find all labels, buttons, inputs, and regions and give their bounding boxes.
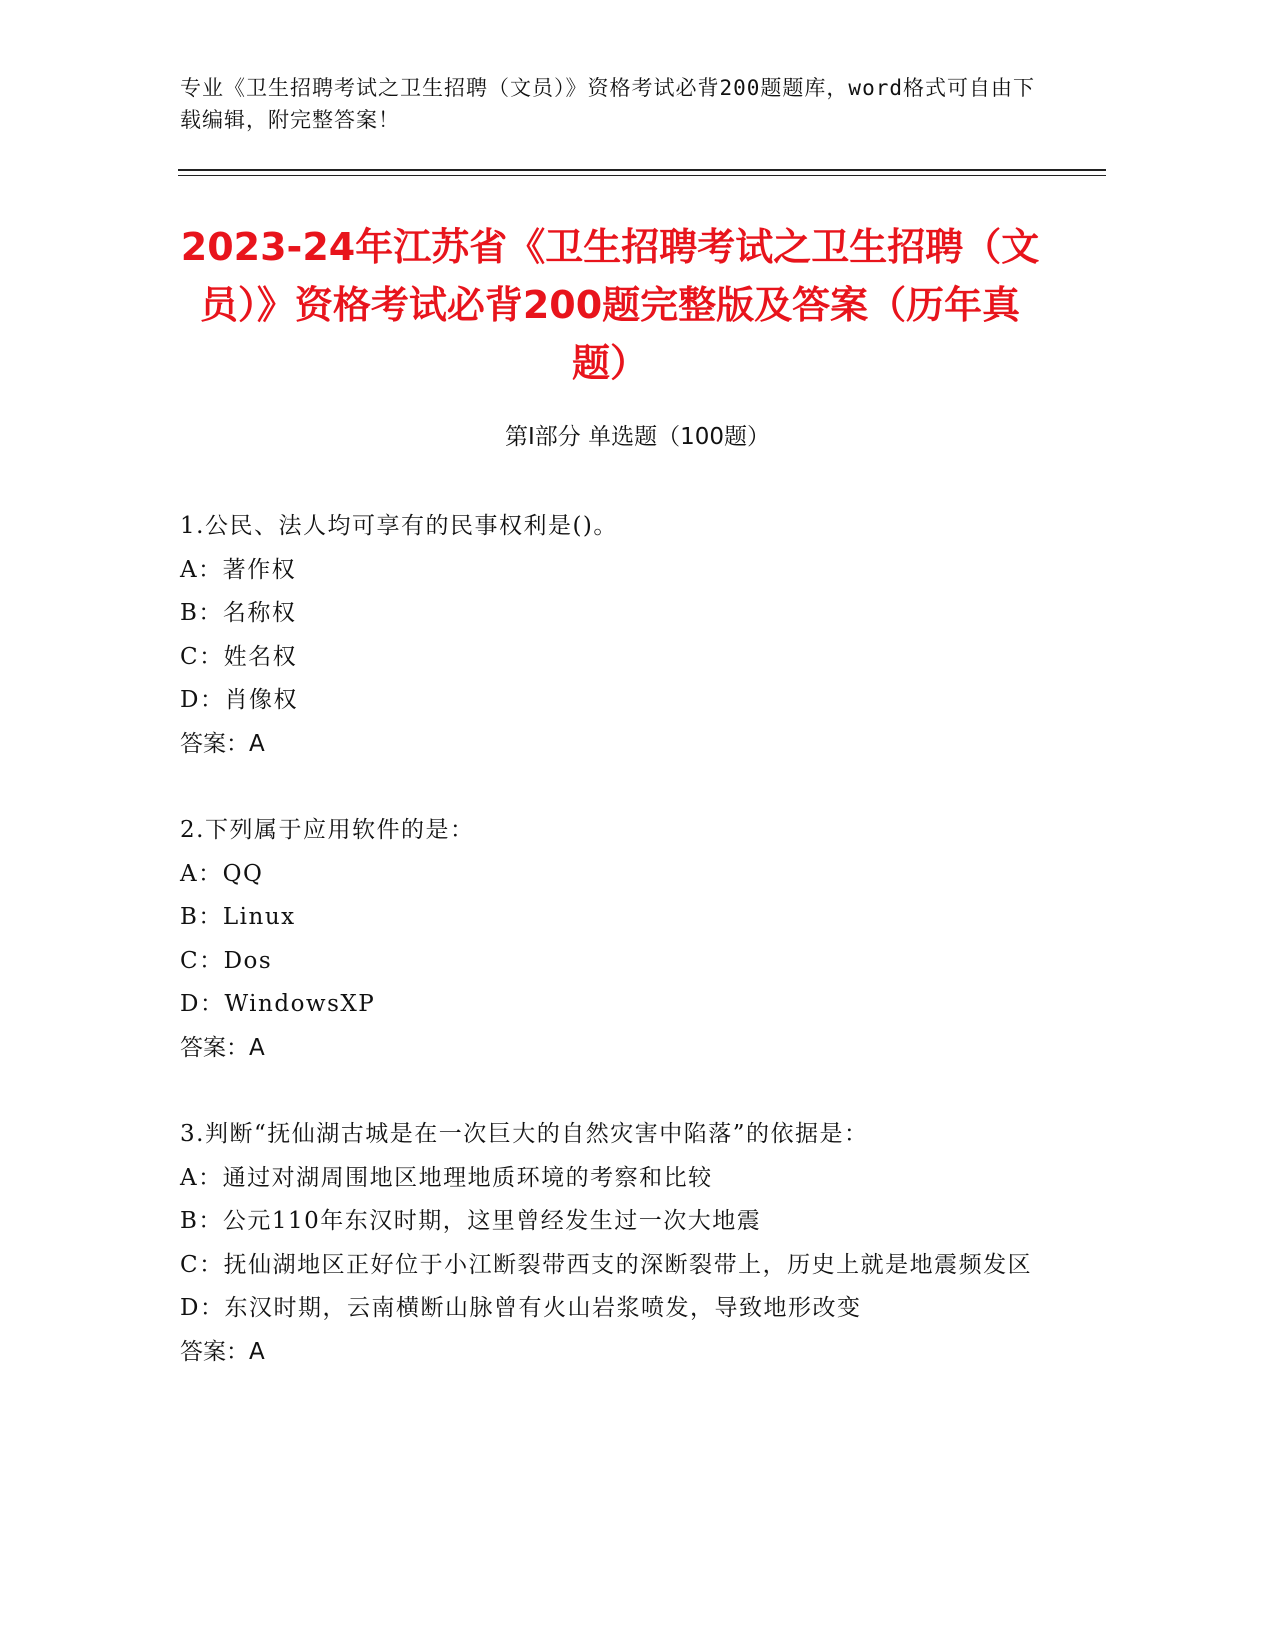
question-2 <box>180 809 1040 1070</box>
header-note: 专业《卫生招聘考试之卫生招聘（文员）》资格考试必背200题题库，word格式可自由下载编辑，附完整答案！ <box>180 76 1035 132</box>
question-stem: 2.下列属于应用软件的是： <box>180 817 475 843</box>
question-1 <box>180 505 1040 766</box>
option-a: A：著作权 <box>180 556 297 583</box>
option-c: C：姓名权 <box>180 643 298 670</box>
option-d: D：肖像权 <box>180 687 298 713</box>
option-c: C：抚仙湖地区正好位于小江断裂带西支的深断裂带上，历史上就是地震频发区 <box>180 1251 1033 1278</box>
option-b: B：Linux <box>180 904 296 930</box>
question-stem: 3.判断“抚仙湖古城是在一次巨大的自然灾害中陷落”的依据是： <box>180 1121 869 1147</box>
option-c: C：Dos <box>180 947 273 974</box>
header-rule-thick <box>178 169 1106 171</box>
answer-line: 答案：A <box>180 1338 265 1365</box>
section-heading: 第I部分 单选题（100题） <box>505 424 770 450</box>
option-b: B：名称权 <box>180 600 297 626</box>
option-b: B：公元110年东汉时期，这里曾经发生过一次大地震 <box>180 1208 762 1234</box>
option-a: A：QQ <box>180 860 264 887</box>
question-stem: 1.公民、法人均可享有的民事权利是()。 <box>180 513 618 539</box>
option-a: A：通过对湖周围地区地理地质环境的考察和比较 <box>180 1164 713 1191</box>
question-3 <box>180 1113 1040 1374</box>
question-list <box>180 505 1040 1417</box>
answer-line: 答案：A <box>180 730 265 757</box>
option-d: D：东汉时期，云南横断山脉曾有火山岩浆喷发，导致地形改变 <box>180 1295 862 1321</box>
option-d: D：WindowsXP <box>180 991 376 1017</box>
answer-line: 答案：A <box>180 1034 265 1061</box>
header-rule-thin <box>178 175 1106 176</box>
document-title: 2023-24年江苏省《卫生招聘考试之卫生招聘（文员）》资格考试必背200题完整版及答案（历年真题） <box>180 225 1040 385</box>
